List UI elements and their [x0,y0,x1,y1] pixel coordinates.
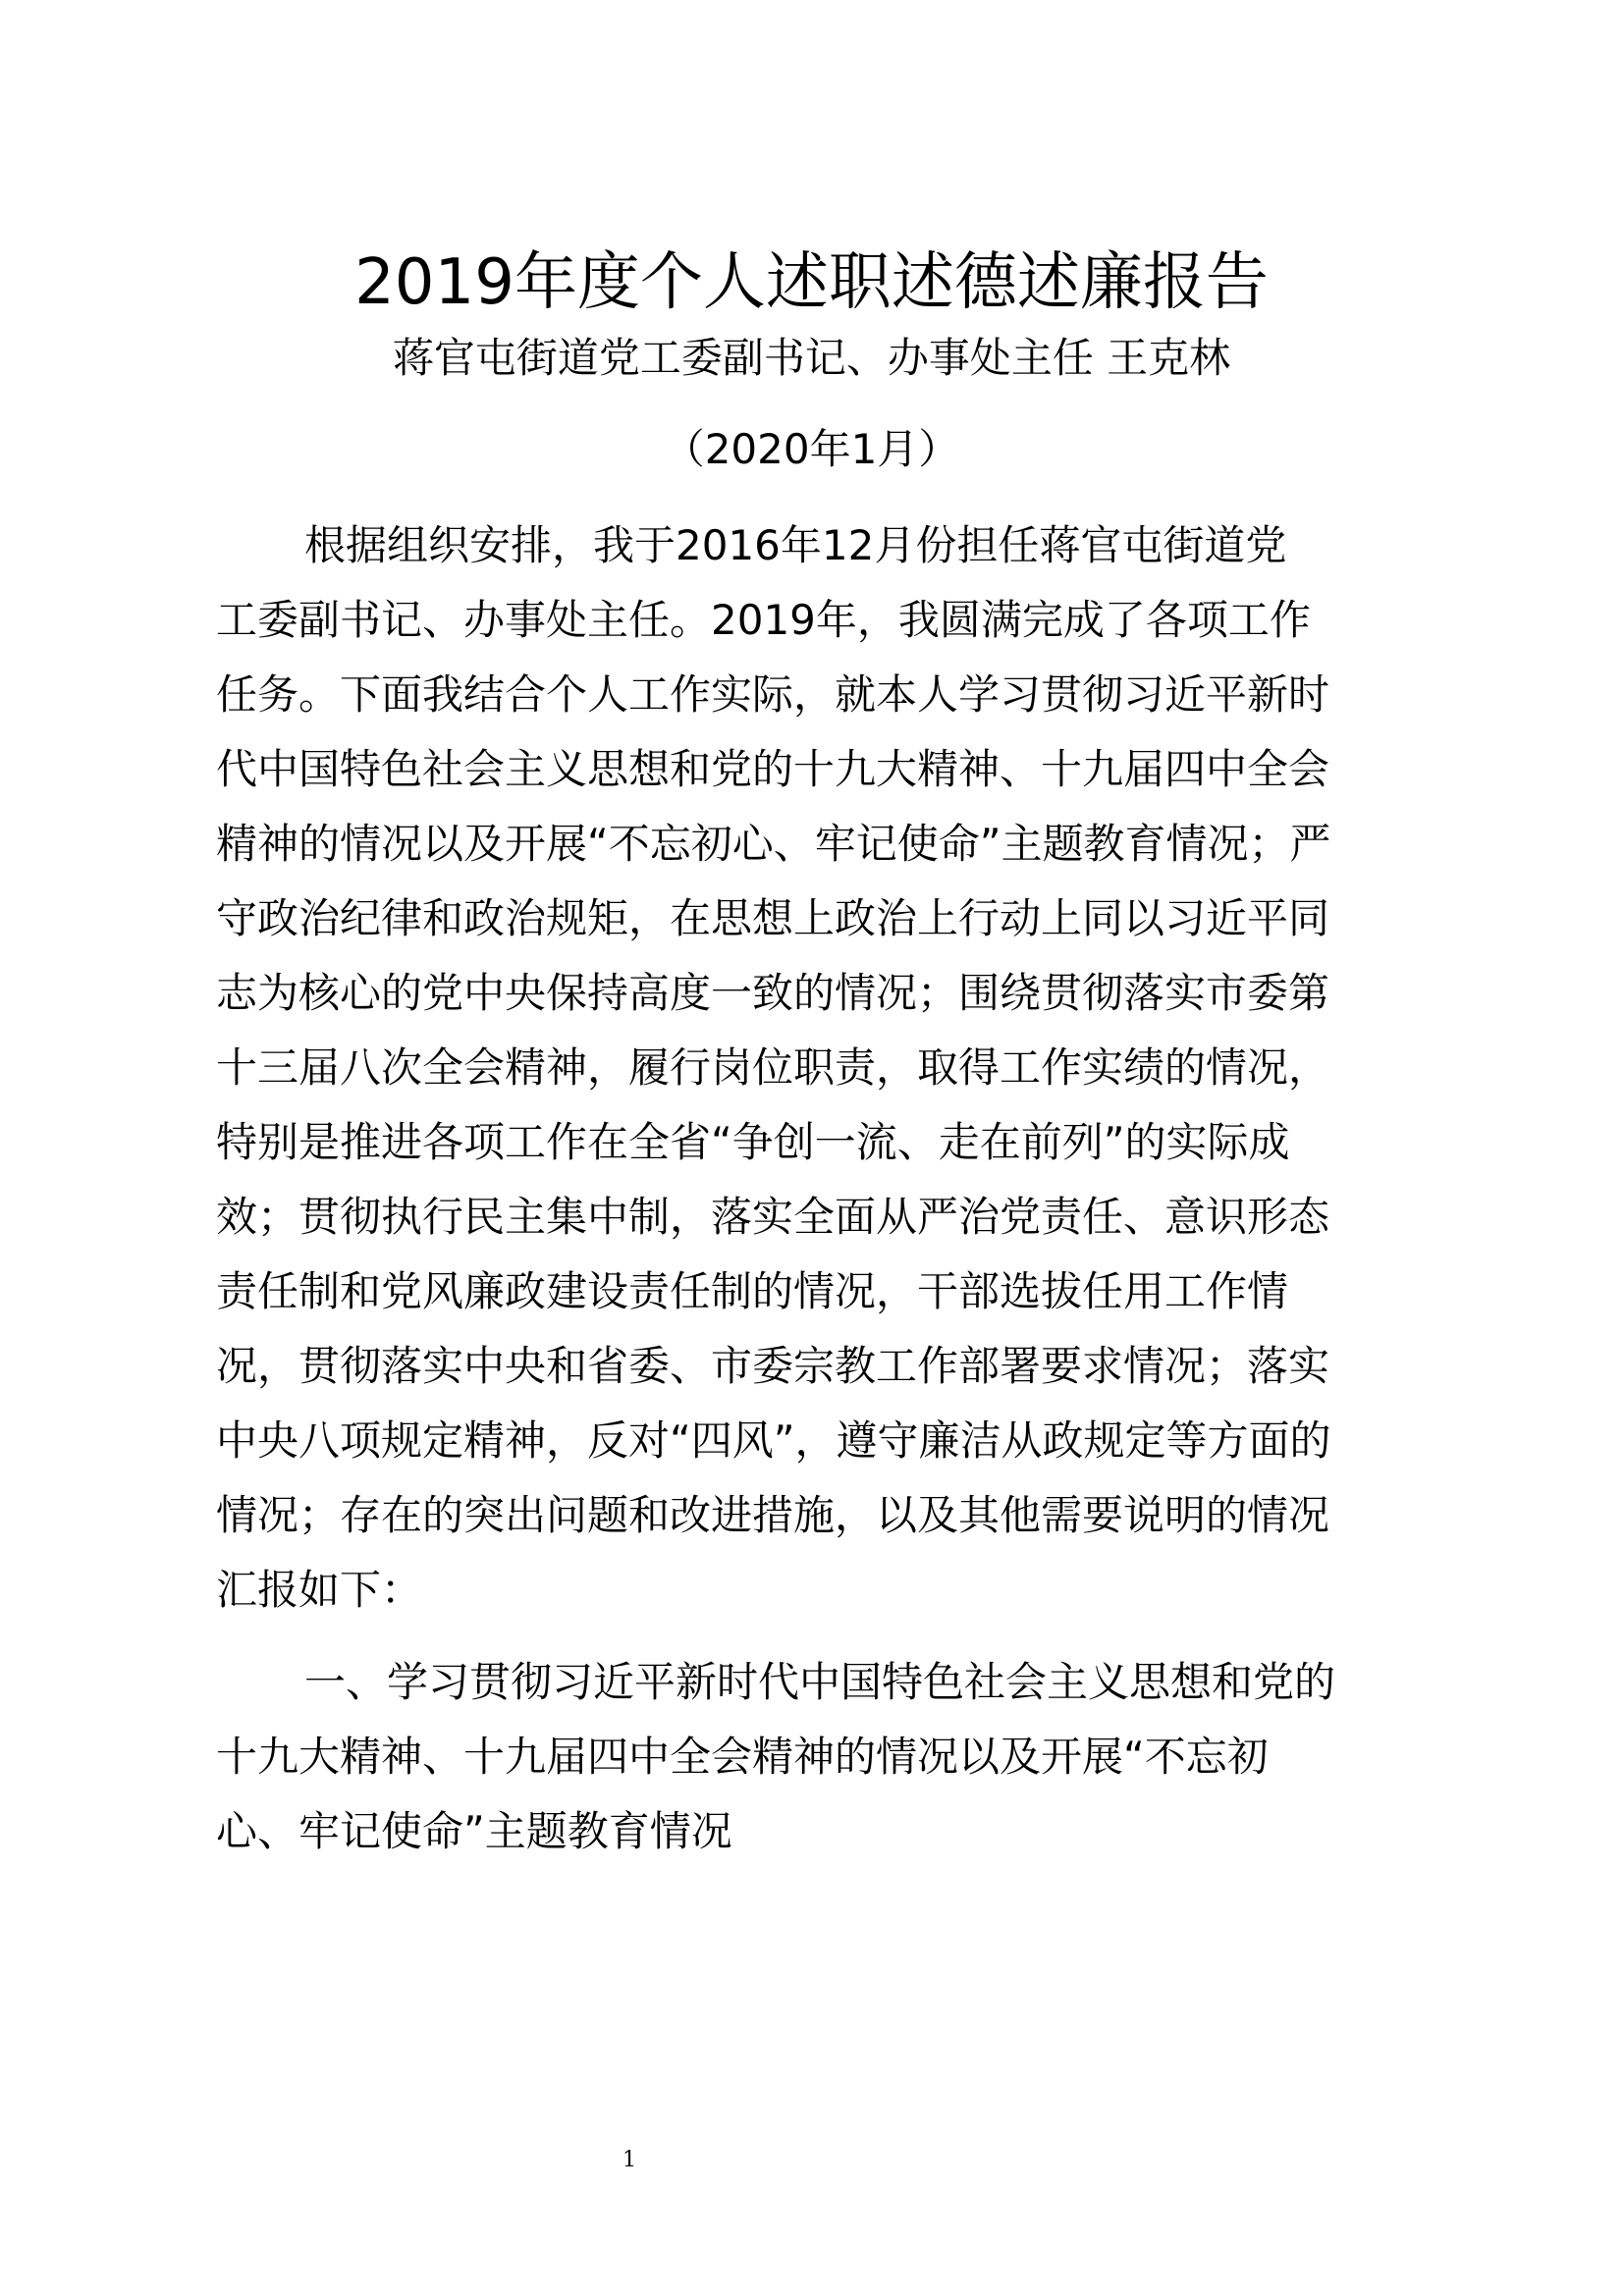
body-line: 志为核心的党中央保持高度一致的情况；围绕贯彻落实市委第 [216,969,1330,1017]
body-line: 精神的情况以及开展“不忘初心、牢记使命”主题教育情况；严 [216,820,1331,868]
body-line: 代中国特色社会主义思想和党的十九大精神、十九届四中全会 [216,745,1330,793]
body-line: 效；贯彻执行民主集中制，落实全面从严治党责任、意识形态 [216,1193,1330,1241]
body-line: 特别是推进各项工作在全省“争创一流、走在前列”的实际成 [216,1118,1290,1166]
author-line: 蒋官屯街道党工委副书记、办事处主任 王克林 [392,334,1231,382]
body-line: 任务。下面我结合个人工作实际，就本人学习贯彻习近平新时 [216,670,1330,719]
body-line: 况，贯彻落实中央和省委、市委宗教工作部署要求情况；落实 [216,1342,1330,1390]
body-line: 中央八项规定精神，反对“四风”，遵守廉洁从政规定等方面的 [216,1416,1331,1465]
document-title: 2019年度个人述职述德述廉报告 [354,246,1269,319]
body-line: 根据组织安排，我于2016年12月份担任蒋官屯街道党 [304,521,1287,569]
body-line: 责任制和党风廉政建设责任制的情况，干部选拔任用工作情 [216,1267,1289,1315]
section-heading-line: 十九大精神、十九届四中全会精神的情况以及开展“不忘初 [216,1733,1269,1781]
section-heading-line: 心、牢记使命”主题教育情况 [216,1807,732,1855]
page-number: 1 [622,2148,636,2172]
body-line: 汇报如下： [216,1566,423,1614]
body-line: 十三届八次全会精神，履行岗位职责，取得工作实绩的情况， [216,1043,1330,1092]
body-line: 工委副书记、办事处主任。2019年，我圆满完成了各项工作 [216,596,1311,644]
body-line: 守政治纪律和政治规矩，在思想上政治上行动上同以习近平同 [216,894,1330,942]
body-line: 情况；存在的突出问题和改进措施，以及其他需要说明的情况 [216,1491,1330,1539]
date-line: （2020年1月） [663,425,960,473]
section-heading-line: 一、学习贯彻习近平新时代中国特色社会主义思想和党的 [304,1658,1336,1706]
